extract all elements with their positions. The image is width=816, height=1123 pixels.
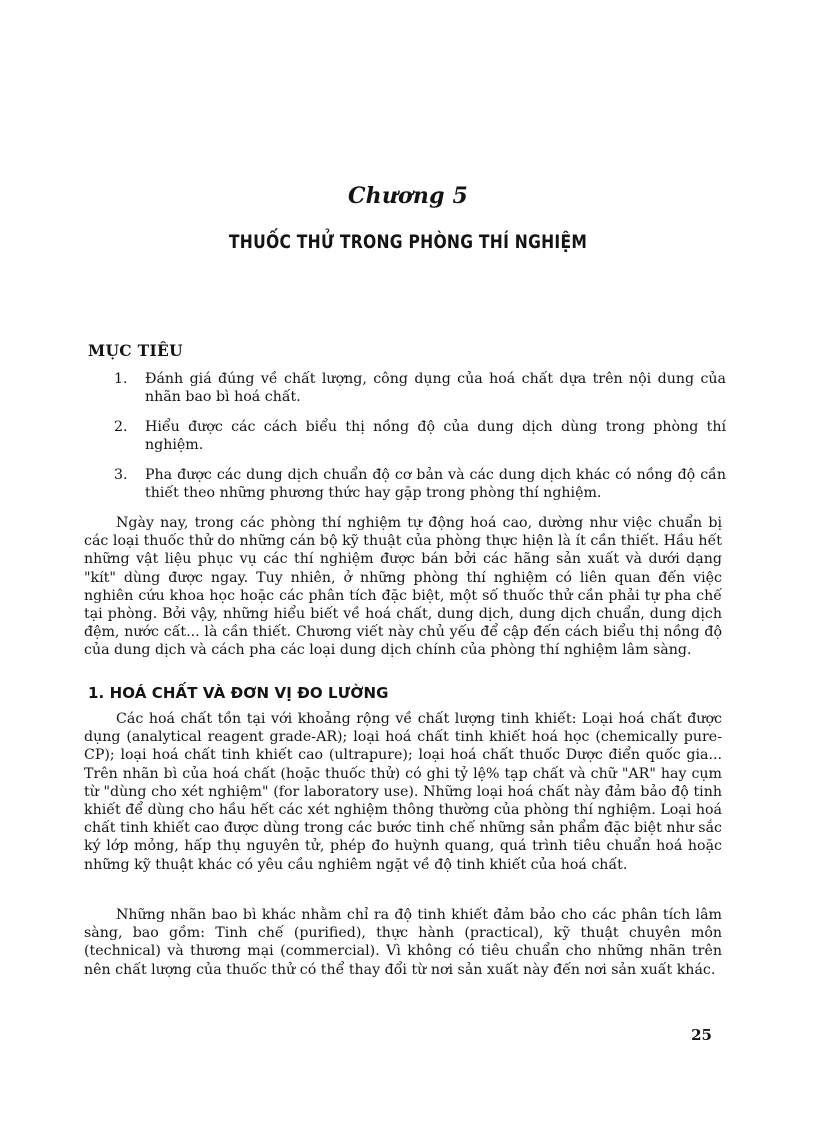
objective-number: 1. [114, 371, 128, 387]
section-1-heading: 1. HOÁ CHẤT VÀ ĐƠN VỊ ĐO LƯỜNG [88, 684, 389, 702]
objective-item [114, 370, 726, 406]
chapter-label: Chương 5 [347, 183, 469, 209]
chapter-title: THUỐC THỬ TRONG PHÒNG THÍ NGHIỆM [228, 231, 588, 253]
section-1-paragraph-1: Các hoá chất tồn tại với khoảng rộng về chất lượng tinh khiết: Loại hoá chất được dụng (analytical reagent grade-AR); loại hoá chất tinh khiết hoá học (chemically pure-CP); loại hoá chất tinh khiết cao (ultrapure); loại hoá chất thuốc Dược điển quốc gia... Trên nhãn bì của hoá chất (hoặc thuốc thử) có ghi tỷ lệ% tạp chất và chữ "AR" hay cụm từ "dùng cho xét nghiệm" (for laboratory use). Những loại hoá chất này đảm bảo độ tinh khiết để dùng cho hầu hết các xét nghiệm thông thường của phòng thí nghiệm. Loại hoá chất tinh khiết cao được dùng trong các bước tinh chế những sản phẩm đặc biệt như sắc ký lớp mỏng, hấp thụ nguyên tử, phép đo huỳnh quang, quá trình tiêu chuẩn hoá hoặc những kỹ thuật khác có yêu cầu nghiêm ngặt về độ tinh khiết của hoá chất. [84, 711, 722, 873]
page-number: 25 [691, 1026, 712, 1044]
objective-number: 2. [114, 419, 128, 435]
objectives-heading: MỤC TIÊU [88, 341, 183, 360]
objective-text: Đánh giá đúng về chất lượng, công dụng của hoá chất dựa trên nội dung của nhãn bao bì hoá chất. [145, 371, 726, 405]
objectives-list [114, 370, 726, 514]
objective-item [114, 418, 726, 454]
objective-number: 3. [114, 467, 128, 483]
objective-text: Pha được các dung dịch chuẩn độ cơ bản và các dung dịch khác có nồng độ cần thiết theo những phương thức hay gặp trong phòng thí nghiệm. [145, 467, 726, 501]
intro-paragraph: Ngày nay, trong các phòng thí nghiệm tự động hoá cao, dường như việc chuẩn bị các loại thuốc thử do những cán bộ kỹ thuật của phòng thực hiện là ít cần thiết. Hầu hết những vật liệu phục vụ các thí nghiệm được bán bởi các hãng sản xuất và dưới dạng "kít" dùng được ngay. Tuy nhiên, ở những phòng thí nghiệm có liên quan đến việc nghiên cứu khoa học hoặc các phân tích đặc biệt, một số thuốc thử cần phải tự pha chế tại phòng. Bởi vậy, những hiểu biết về hoá chất, dung dịch, dung dịch chuẩn, dung dịch đệm, nước cất... là cần thiết. Chương viết này chủ yếu để cập đến cách biểu thị nồng độ của dung dịch và cách pha các loại dung dịch chính của phòng thí nghiệm lâm sàng. [84, 515, 722, 659]
objective-item [114, 466, 726, 502]
section-1-paragraph-2: Những nhãn bao bì khác nhằm chỉ ra độ tinh khiết đảm bảo cho các phân tích lâm sàng, bao gồm: Tinh chế (purified), thực hành (practical), kỹ thuật chuyên môn (technical) và thương mại (commercial). Vì không có tiêu chuẩn cho những nhãn trên nên chất lượng của thuốc thử có thể thay đổi từ nơi sản xuất này đến nơi sản xuất khác. [84, 907, 722, 978]
objective-text: Hiểu được các cách biểu thị nồng độ của dung dịch dùng trong phòng thí nghiệm. [145, 419, 726, 453]
